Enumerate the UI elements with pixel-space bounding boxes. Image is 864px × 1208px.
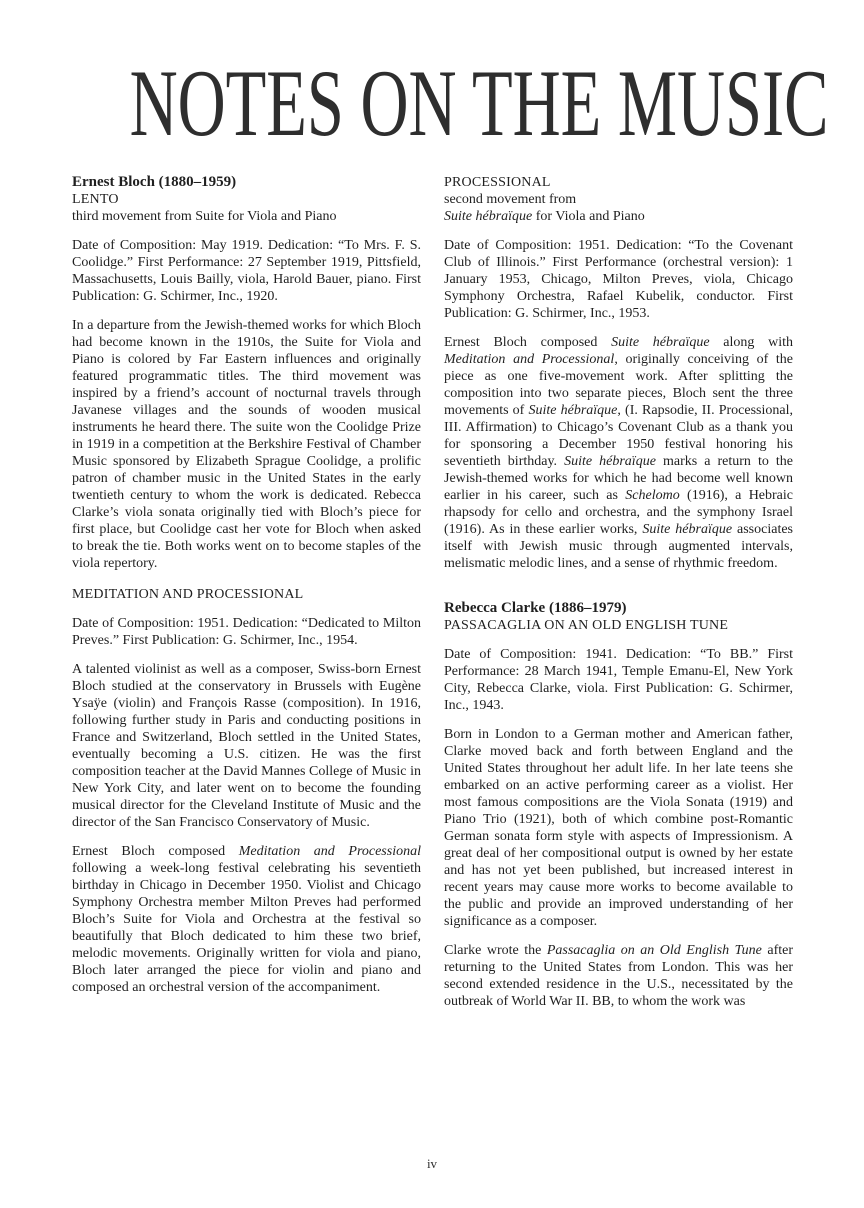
text-run: (1916), a Hebraic rhapsody for cello and orchestra, and the symphony Israel (1916). As in these earlier works, bbox=[444, 488, 793, 537]
composer-heading bbox=[72, 174, 421, 191]
text-run: after returning to the United States from London. This was her second extended residence in the U.S., necessitated by the outbreak of World War II. BB, to whom the work was bbox=[444, 943, 793, 1009]
page-title: NOTES ON THE MUSIC bbox=[129, 50, 829, 156]
text-run: Date of Composition: May 1919. Dedication: “To Mrs. F. S. Coolidge.” First Performance: 27 September 1919, Pittsfield, Massachusetts, Louis Bailly, viola, Harold Bauer, piano. First Publication: G. Schirmer, Inc., 1920. bbox=[72, 238, 421, 304]
italic-text-run: Schelomo bbox=[625, 488, 680, 503]
paragraph bbox=[444, 646, 793, 714]
text-run: Date of Composition: 1951. Dedication: “To the Covenant Club of Illinois.” First Performance (orchestral version): 1 January 1953, Chicago, Milton Preves, viola, Chicago Symphony Orchestra, Rafael Kubelik, conductor. First Publication: G. Schirmer, Inc., 1953. bbox=[444, 238, 793, 321]
paragraph bbox=[72, 317, 421, 572]
text-run: PASSACAGLIA ON AN OLD ENGLISH TUNE bbox=[444, 618, 729, 633]
work-subtitle bbox=[72, 208, 421, 225]
text-run: along with bbox=[709, 335, 793, 350]
paragraph bbox=[444, 942, 793, 1010]
paragraph bbox=[444, 237, 793, 322]
italic-text-run: Meditation and Processional bbox=[444, 352, 615, 367]
italic-text-run: Suite hébraïque bbox=[444, 209, 533, 224]
text-run: Born in London to a German mother and American father, Clarke moved back and forth between England and the United States throughout her adult life. In her late teens she embarked on an active performing career as a violist. Her most famous compositions are the Viola Sonata (1919) and Piano Trio (1921), both of which combine post-Romantic German sonata form style with aspects of Impressionism. A great deal of her compositional output is owned by her estate and has not yet been published, but increased interest in recent years may cause more works to become available to the public and provide an improved understanding of her significance as a composer. bbox=[444, 727, 793, 929]
italic-text-run: Suite hébraïque bbox=[564, 454, 656, 469]
text-run: marks a return to the Jewish-themed works for which he had become well known earlier in his career, such as bbox=[444, 454, 793, 503]
text-run: associates itself with Jewish music through augmented intervals, melismatic melodic lines, and a sense of rhythmic freedom. bbox=[444, 522, 793, 571]
paragraph bbox=[72, 661, 421, 831]
text-run: Rebecca Clarke (1886–1979) bbox=[444, 600, 627, 616]
composer-heading bbox=[444, 600, 793, 617]
work-subtitle bbox=[444, 191, 793, 208]
work-title bbox=[444, 174, 793, 191]
text-run: , (I. Rapsodie, II. Processional, III. Affirmation) to Chicago’s Covenant Club as a thank you for sponsoring a December 1950 festival honoring his seventieth birthday. bbox=[444, 403, 793, 469]
text-run: third movement from Suite for Viola and Piano bbox=[72, 209, 337, 224]
text-run: Ernest Bloch composed bbox=[72, 844, 239, 859]
text-run: Ernest Bloch composed bbox=[444, 335, 612, 350]
text-run: MEDITATION AND PROCESSIONAL bbox=[72, 587, 304, 602]
paragraph bbox=[444, 726, 793, 930]
program-notes-page bbox=[0, 50, 864, 1171]
text-run: Ernest Bloch (1880–1959) bbox=[72, 174, 237, 190]
text-run: LENTO bbox=[72, 192, 119, 207]
paragraph bbox=[72, 615, 421, 649]
italic-text-run: Suite hébraïque bbox=[611, 335, 710, 350]
page-number: iv bbox=[426, 1156, 438, 1171]
text-run: Date of Composition: 1941. Dedication: “To BB.” First Performance: 28 March 1941, Temple Emanu-El, New York City, Rebecca Clarke, viola. First Publication: G. Schirmer, Inc., 1943. bbox=[444, 647, 793, 713]
italic-text-run: Suite hébraïque bbox=[528, 403, 618, 418]
notes-column-left bbox=[72, 174, 421, 1010]
notes-column-right bbox=[444, 174, 793, 1010]
work-title bbox=[72, 191, 421, 208]
text-run: following a week-long festival celebrating his seventieth birthday in Chicago in December 1950. Violist and Chicago Symphony Orchestra member Milton Preves had performed Bloch’s Suite for Viola and Orchestra at the festival so beautifully that Bloch dedicated to him these two brief, melodic movements. Originally written for viola and piano, Bloch later arranged the piece for violin and piano and composed an orchestral version of the accompaniment. bbox=[72, 861, 421, 995]
text-run: Clarke wrote the bbox=[444, 943, 547, 958]
text-run: A talented violinist as well as a composer, Swiss-born Ernest Bloch studied at the conservatory in Brussels with Eugène Ysaÿe (violin) and François Rasse (composition). In 1916, following further study in Paris and conducting positions in France and Switzerland, Bloch settled in the United States, eventually becoming a U.S. citizen. He was the first composition teacher at the David Mannes College of Music in New York City, and later went on to become the founding musical director for the Cleveland Institute of Music and the director of the San Francisco Conservatory of Music. bbox=[72, 662, 421, 830]
italic-text-run: Meditation and Processional bbox=[238, 844, 421, 859]
text-run: for Viola and Piano bbox=[532, 209, 645, 224]
text-run: Date of Composition: 1951. Dedication: “Dedicated to Milton Preves.” First Publication: G. Schirmer, Inc., 1954. bbox=[72, 616, 421, 648]
text-run: In a departure from the Jewish-themed works for which Bloch had become known in the 1910s, the Suite for Viola and Piano is colored by Far Eastern influences and originally featured programmatic titles. The third movement was inspired by a friend’s account of nocturnal travels through Javanese villages and the sounds of wooden musical instruments he heard there. The suite won the Coolidge Prize in 1919 in a competition at the Berkshire Festival of Chamber Music sponsored by Elizabeth Sprague Coolidge, a prolific patron of chamber music in the United States in the early twentieth century to whom the work is dedicated. Rebecca Clarke’s viola sonata originally tied with Bloch’s piece for first place, but Coolidge cast her vote for Bloch when asked to break the tie. Both works went on to become staples of the viola repertory. bbox=[72, 318, 421, 571]
text-run: , originally conceiving of the piece as one five-movement work. After splitting the composition into two separate pieces, Bloch sent the three movements of bbox=[444, 352, 793, 418]
notes-columns bbox=[72, 174, 793, 1010]
italic-text-run: Passacaglia on an Old English Tune bbox=[546, 943, 762, 958]
work-subtitle bbox=[444, 208, 793, 225]
paragraph bbox=[72, 237, 421, 305]
work-title bbox=[444, 617, 793, 634]
text-run: PROCESSIONAL bbox=[444, 175, 551, 190]
paragraph bbox=[444, 334, 793, 572]
italic-text-run: Suite hébraïque bbox=[642, 522, 733, 537]
paragraph bbox=[72, 843, 421, 996]
section-heading bbox=[72, 586, 421, 603]
text-run: second movement from bbox=[444, 192, 577, 207]
